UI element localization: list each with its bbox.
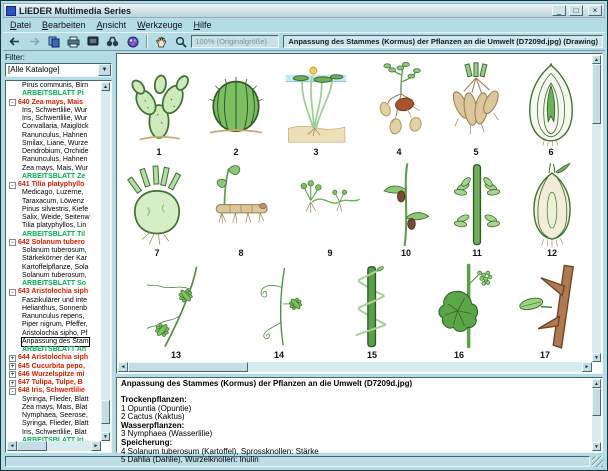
figure-number: 6 [548,146,554,157]
tree-item[interactable] [8,396,101,404]
menu-item[interactable]: Ansicht [96,20,127,30]
forward-arrow-icon [28,36,41,47]
maximize-button[interactable]: □ [569,5,583,16]
app-icon [6,6,16,16]
figure-number: 14 [273,350,284,361]
figure-thorny-branch [502,260,588,362]
hand-tool-button[interactable] [152,34,171,49]
canvas-vertical-scrollbar[interactable] [592,55,601,362]
figure-stem-bulbils [370,159,442,261]
tree-item-label[interactable]: 648 Iris, Schwertlilie [18,387,85,395]
tree-item-label[interactable]: Piper nigrum, Pfeffer, [22,321,88,329]
tree-item[interactable] [8,90,101,98]
info-text [121,379,591,465]
figure-bulb-section [510,57,592,159]
tree-item-label[interactable]: ARBEITSBLATT An [22,346,87,354]
info-title: Anpassung des Stammes (Kormus) der Pflanzen an die Umwelt (D7209d.jpg) [121,379,413,388]
scroll-right-icon[interactable]: ► [91,441,101,451]
tree-item-label[interactable]: Faszikulärer und inte [22,296,87,304]
find-button[interactable] [104,34,123,49]
figure-number: 15 [366,350,377,361]
tree-expand-icon[interactable]: + [10,379,15,387]
dropdown-arrow-icon[interactable]: ▼ [98,64,111,76]
tree-item[interactable] [8,313,101,321]
tree-item-label[interactable]: Nymphaea, Seerose, [22,412,88,420]
tree-item-label[interactable]: Zea mays, Mais, Blat [22,403,88,411]
figure-number: 4 [396,146,402,157]
figure-onion-section [512,159,592,261]
scroll-left-icon[interactable]: ◄ [7,441,17,451]
tree-item-label[interactable]: Kartoffelpflanze, Sola [22,263,89,271]
figure-number: 7 [154,248,160,259]
tree-item[interactable] [8,247,101,255]
scroll-up-icon[interactable]: ▲ [592,55,601,64]
canvas-horizontal-scrollbar[interactable] [118,362,592,372]
tree-item[interactable] [8,330,101,338]
tree-item-label[interactable]: 642 Solanum tubero [18,238,85,246]
catalog-filter-value: [Alle Kataloge] [8,65,60,74]
title-bar[interactable] [3,3,605,18]
tree-item-label[interactable]: Iris, Schwertlilie, Wur [22,115,88,123]
info-line: 2 Cactus (Kaktus) [121,412,185,422]
tree-item[interactable] [8,99,101,107]
info-lines [121,396,591,465]
figure-twining-stem [328,260,416,362]
tree-expand-icon[interactable]: + [10,363,15,371]
catalog-tree-panel [5,80,112,453]
tree-item[interactable] [8,156,101,164]
figure-number: 11 [472,248,482,259]
tree-item[interactable] [8,379,101,387]
figure-potato-plant [356,57,442,159]
menu-item[interactable]: Werkzeuge [137,20,183,30]
info-line: 3 Nymphaea (Wasserlilie) [121,429,213,439]
figure-row-2 [122,159,589,261]
tree-item-label[interactable]: 640 Zea mays, Mais [18,98,83,106]
menu-item[interactable]: Bearbeiten [42,20,86,30]
zoom-level-select[interactable]: 100% (Originalgröße) [191,35,279,48]
printer-icon [67,36,80,48]
tree-expand-icon[interactable]: - [10,99,15,107]
hand-icon [155,36,167,48]
tree-item-label[interactable]: Pinus silvestris, Kiefe [22,205,89,213]
tree-item-label[interactable]: 643 Aristolochia siph [18,288,89,296]
tree-item[interactable] [8,371,101,379]
palette-icon [127,36,139,48]
figure-number: 5 [473,146,479,157]
tree-item[interactable] [8,115,101,123]
tree-item-label[interactable]: Zea mays, Mais, Wur [22,164,88,172]
info-line: Wasserpflanzen: [121,420,185,430]
tree-item-label[interactable]: ARBEITSBLATT So [22,280,87,288]
figure-number: 17 [539,350,550,361]
content-area [3,51,605,465]
figure-vine-leaf [416,260,502,362]
toolbar-separator [146,35,148,48]
tree-horizontal-scrollbar[interactable] [7,441,101,451]
scroll-down-icon[interactable]: ▼ [592,442,601,451]
figure-tendril-shoot [230,260,328,362]
info-line: 4 Solanum tuberosum (Kartoffel), Sprossknollen: Stärke [121,446,319,456]
scroll-down-icon[interactable]: ▼ [101,432,110,441]
print-button[interactable] [64,34,83,49]
forward-button[interactable] [25,34,44,49]
tree-item[interactable] [8,198,101,206]
tree-item[interactable] [8,222,101,230]
tree-item[interactable] [8,338,101,346]
filter-label: Filter: [5,53,25,62]
tree-expand-icon[interactable]: - [10,288,15,296]
figure-row-1 [122,57,589,159]
tree-item-label[interactable]: Pirus communis, Birn [22,82,89,90]
catalog-tree [8,82,101,441]
slideshow-button[interactable] [84,34,103,49]
back-button[interactable] [5,34,24,49]
tree-item-label[interactable]: 645 Cucurbita pepo, [18,362,85,370]
tree-item[interactable] [8,305,101,313]
figure-dahlia-tubers [442,57,510,159]
tree-item[interactable] [8,412,101,420]
scroll-up-icon[interactable]: ▲ [101,82,110,91]
info-line: 1 Opuntia (Opuntie) [121,403,192,413]
menu-item[interactable]: Hilfe [193,20,212,30]
figure-water-lily-plant [276,57,356,159]
tree-item-label[interactable]: Salix, Weide, Seitenw [22,214,90,222]
tree-item[interactable] [8,189,101,197]
tree-item[interactable] [8,429,101,437]
tree-vertical-scrollbar[interactable] [101,82,110,441]
tree-expand-icon[interactable]: - [10,239,15,247]
tree-item[interactable] [8,264,101,272]
tree-item-label[interactable]: Ranunculus, Hahnen [22,156,88,164]
tree-item-label[interactable]: Iris, Schwertlilie, Wur [22,106,88,114]
tree-item[interactable] [8,181,101,189]
figure-number: 8 [238,248,244,259]
tree-item[interactable] [8,387,101,395]
catalog-filter-dropdown[interactable] [5,63,112,77]
tree-item-label[interactable]: Convallaria, Maiglöck [22,123,89,131]
tree-item-label[interactable]: ARBEITSBLATT Ze [22,172,86,180]
tree-item-label[interactable]: Iris, Schwertlilie, Blat [22,428,87,436]
tree-item[interactable] [8,123,101,131]
resize-grip[interactable] [592,456,603,467]
tree-item-label[interactable]: Dendrobium, Orchide [22,148,89,156]
tree-item[interactable] [8,420,101,428]
info-panel [116,377,603,465]
scroll-up-icon[interactable]: ▲ [592,379,601,388]
tree-item-label[interactable]: Taraxacum, Löwenz [22,197,85,205]
info-vertical-scrollbar[interactable] [592,379,601,451]
tree-item[interactable] [8,297,101,305]
image-canvas[interactable] [116,53,603,374]
copy-icon [48,36,60,48]
minimize-button[interactable]: _ [552,5,566,16]
tree-item-label[interactable]: Helianthus, Sonnenb [22,304,87,312]
tree-item[interactable] [8,132,101,140]
scroll-left-icon[interactable]: ◄ [118,362,128,372]
tree-item-label[interactable]: Anpassung des Stam [22,337,89,345]
figure-number: 10 [400,248,411,259]
tree-item-label[interactable]: Syringa, Flieder, Blatt [22,420,89,428]
tree-item-label[interactable]: Stärkekörner der Kar [22,255,87,263]
tree-item[interactable] [8,239,101,247]
figure-number: 13 [170,350,181,361]
tree-item-label[interactable]: 646 Wurzelspitze mi [18,370,85,378]
tree-item-label[interactable]: ARBEITSBLATT Til [22,230,86,238]
figure-number: 3 [313,146,319,157]
figure-number: 12 [546,248,557,259]
zoom-tool-button[interactable] [172,34,191,49]
tree-item-label[interactable]: Aristolochia sipho, Pf [22,329,88,337]
copy-button[interactable] [44,34,63,49]
tree-expand-icon[interactable]: - [10,387,15,395]
tree-item[interactable] [8,107,101,115]
scrollbar-thumb[interactable] [128,362,248,372]
drawing-grid [118,55,591,362]
tree-item[interactable] [8,354,101,362]
tree-item[interactable] [8,346,101,354]
tree-item[interactable] [8,272,101,280]
info-line: 5 Dahlia (Dahlie), Wurzelknollen: Inulin [121,455,259,465]
menu-bar [3,18,605,32]
monitor-icon [87,36,99,47]
tree-item-label[interactable]: Solanum tuberosum, [22,271,87,279]
figure-number: 2 [233,146,239,157]
figure-barrel-cactus [196,57,276,159]
window-title: LIEDER Multimedia Series [19,5,132,16]
figure-rhizome [192,159,290,261]
tree-item[interactable] [8,82,101,90]
magnifier-icon [175,36,187,48]
binoculars-icon [106,36,119,47]
tree-item[interactable] [8,140,101,148]
tree-item[interactable] [8,148,101,156]
tree-item[interactable] [8,321,101,329]
tree-item[interactable] [8,231,101,239]
document-title-field: Anpassung des Stammes (Kormus) der Pflanzen an die Umwelt (D7209d.jpg) (Drawing) [283,35,603,48]
tree-item[interactable] [8,214,101,222]
tree-item[interactable] [8,280,101,288]
tree-item-label[interactable]: Syringa, Flieder, Blatt [22,395,89,403]
scrollbar-thumb[interactable] [592,64,601,124]
tree-item-label[interactable]: Ranunculus, Hahnen [22,131,88,139]
figure-number: 16 [453,350,464,361]
close-button[interactable]: × [588,5,602,16]
tree-item-label[interactable]: 641 Tilia platyphyllo [18,181,85,189]
figure-climbing-shoot [122,260,230,362]
figure-kohlrabi [122,159,192,261]
scrollbar-thumb[interactable] [592,388,601,416]
tree-item[interactable] [8,288,101,296]
toolbar [3,32,605,51]
tree-item-label[interactable]: Smilax, Liane, Wurze [22,139,89,147]
tree-item[interactable] [8,165,101,173]
figure-number: 9 [327,248,333,259]
scrollbar-thumb[interactable] [101,400,110,424]
tree-item-label[interactable]: Tilia platyphyllos, Lin [22,222,87,230]
tree-item[interactable] [8,363,101,371]
figure-runner-stolon [290,159,370,261]
info-line: Speicherung: [121,437,173,447]
tree-expand-icon[interactable]: - [10,181,15,189]
menu-item[interactable]: Datei [10,20,32,30]
palette-button[interactable] [123,34,142,49]
tree-expand-icon[interactable]: + [10,354,15,362]
tree-item-label[interactable]: Ranunculus repens, [22,313,85,321]
tree-item[interactable] [8,255,101,263]
tree-expand-icon[interactable]: + [10,371,15,379]
figure-number: 1 [156,146,162,157]
scrollbar-thumb[interactable] [17,441,47,451]
tree-item-label[interactable]: Medicago, Luzerne, [22,189,84,197]
tree-item[interactable] [8,206,101,214]
back-arrow-icon [8,36,21,47]
tree-item-label[interactable]: Solanum tuberosum, [22,247,87,255]
main-panel [116,53,603,465]
figure-opuntia [122,57,196,159]
info-line: Trockenpflanzen: [121,395,187,404]
tree-item[interactable] [8,173,101,181]
tree-item-label[interactable]: ARBEITSBLATT Pi [22,90,84,98]
figure-leaf-whorl-stem [442,159,512,261]
figure-row-3 [122,260,589,362]
sidebar [5,53,112,453]
tree-item[interactable] [8,404,101,412]
scroll-right-icon[interactable]: ► [582,362,592,372]
tree-item-label[interactable]: 647 Tulipa, Tulpe, B [18,379,83,387]
scroll-down-icon[interactable]: ▼ [592,353,601,362]
tree-item-label[interactable]: 644 Aristolochia siph [18,354,89,362]
